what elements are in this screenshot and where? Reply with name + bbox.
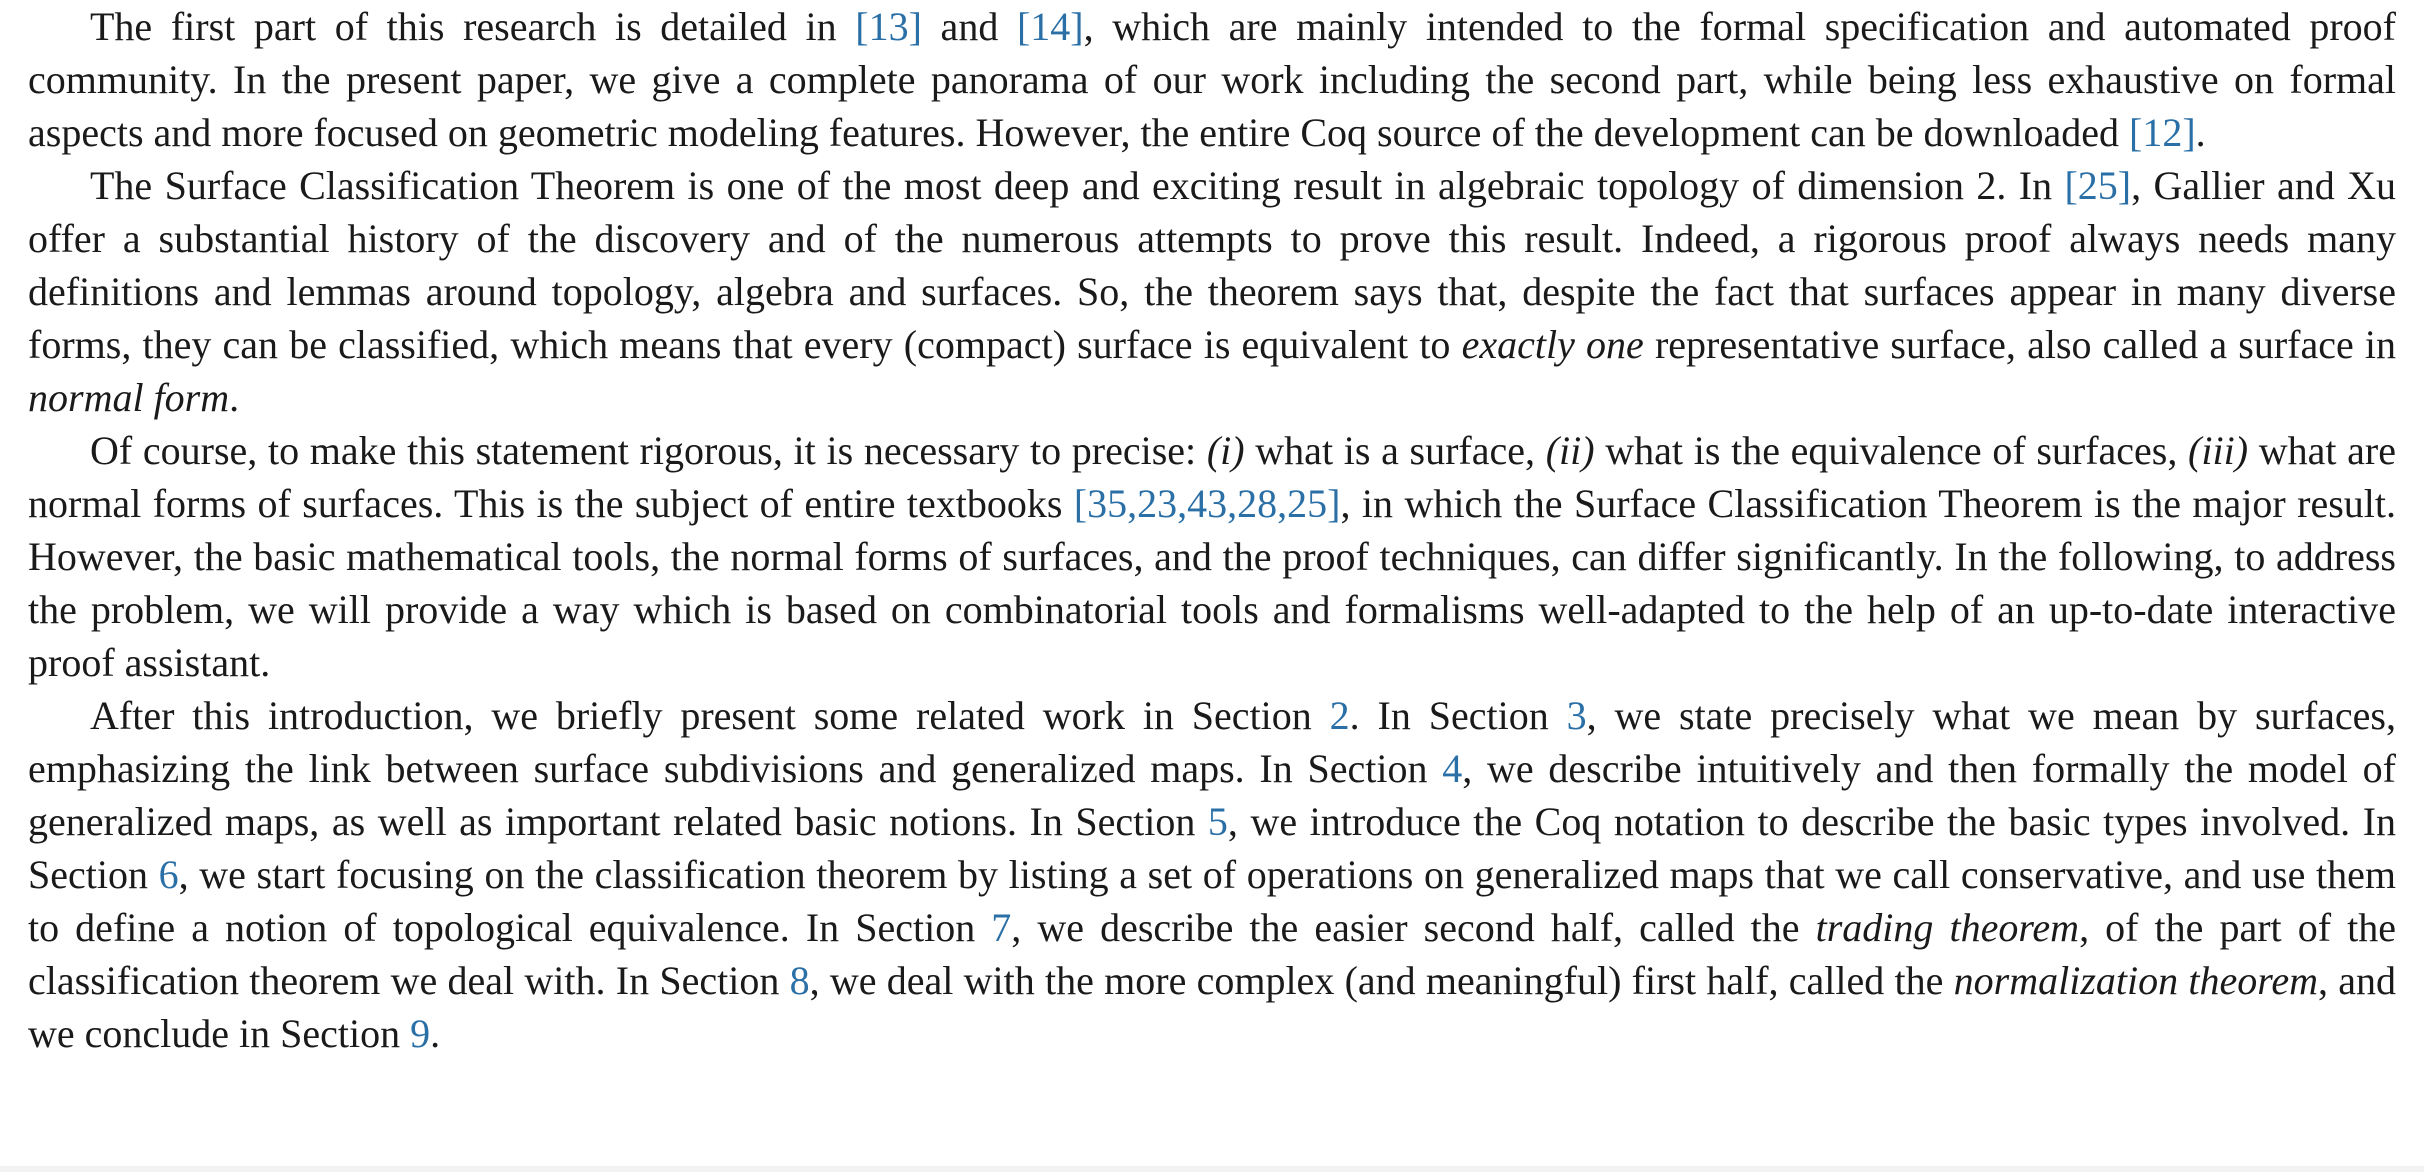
body-text: what are normal forms of surfaces. This is the subject of entire textbooks [28, 428, 2396, 526]
body-text: . [229, 375, 240, 420]
emphasized-text: (ii) [1545, 428, 1595, 473]
emphasized-text: (iii) [2188, 428, 2249, 473]
body-text: After this introduction, we briefly present some related work in Section [90, 693, 1330, 738]
emphasized-text: normal form [28, 375, 230, 420]
article-body [28, 0, 2396, 1060]
section-reference-link[interactable]: 7 [991, 905, 1012, 950]
body-text: , we state precisely what we mean by surfaces, emphasizing the link between surface subdivisions and generalized maps. In Section [28, 693, 2396, 791]
paragraph-2 [28, 159, 2396, 424]
section-reference-link[interactable]: 3 [1566, 693, 1587, 738]
paragraph-3 [28, 424, 2396, 689]
body-text: . [430, 1011, 441, 1056]
section-reference-link[interactable]: 8 [789, 958, 810, 1003]
body-text: , of the part of the classification theorem we deal with. In Section [28, 905, 2396, 1003]
emphasized-text: exactly one [1461, 322, 1644, 367]
body-text: , and we conclude in Section [28, 958, 2397, 1056]
section-reference-link[interactable]: 5 [1207, 799, 1228, 844]
body-text: The Surface Classification Theorem is one of the most deep and exciting result in algebraic topology of dimension 2. In [90, 163, 2065, 208]
body-text: what is the equivalence of surfaces, [1594, 428, 2189, 473]
body-text: Of course, to make this statement rigorous, it is necessary to precise: [90, 428, 1207, 473]
section-reference-link[interactable]: 2 [1329, 693, 1350, 738]
section-reference-link[interactable]: 4 [1442, 746, 1463, 791]
body-text: , we deal with the more complex (and meaningful) first half, called the [809, 958, 1954, 1003]
body-text: , we start focusing on the classification theorem by listing a set of operations on generalized maps that we call conservative, and use them to define a notion of topological equivalence. In Section [28, 852, 2397, 950]
emphasized-text: trading theorem [1815, 905, 2080, 950]
emphasized-text: (i) [1206, 428, 1245, 473]
body-text: representative surface, also called a surface in [1643, 322, 2397, 367]
body-text: The first part of this research is detailed in [90, 4, 856, 49]
emphasized-text: normalization theorem [1953, 958, 2318, 1003]
body-text: . [2195, 110, 2206, 155]
body-text: and [921, 4, 1017, 49]
citation-link[interactable]: [13] [855, 4, 922, 49]
citation-link[interactable]: [35,23,43,28,25] [1073, 481, 1341, 526]
body-text: , in which the Surface Classification Theorem is the major result. However, the basic mathematical tools, the normal forms of surfaces, and the proof techniques, can differ significantly. In the following, to address the problem, we will provide a way which is based on combinatorial tools and formalisms well-adapted to the help of an up-to-date interactive proof assistant. [28, 481, 2396, 685]
citation-link[interactable]: [14] [1016, 4, 1084, 49]
body-text: , Gallier and Xu offer a substantial history of the discovery and of the numerous attempts to prove this result. Indeed, a rigorous proof always needs many definitions and lemmas around topology, algebra and surfaces. So, the theorem says that, despite the fact that surfaces appear in many diverse forms, they can be classified, which means that every (compact) surface is equivalent to [28, 163, 2396, 367]
paragraph-4 [28, 689, 2396, 1060]
body-text: , we introduce the Coq notation to describe the basic types involved. In Section [28, 799, 2397, 897]
body-text: what is a surface, [1244, 428, 1546, 473]
citation-link[interactable]: [25] [2064, 163, 2132, 208]
citation-link[interactable]: [12] [2129, 110, 2196, 155]
section-reference-link[interactable]: 6 [158, 852, 179, 897]
body-text: , which are mainly intended to the formal specification and automated proof community. In the present paper, we give a complete panorama of our work including the second part, while being less exhaustive on formal aspects and more focused on geometric modeling features. However, the entire Coq source of the development can be downloaded [28, 4, 2396, 155]
body-text: . In Section [1349, 693, 1567, 738]
page-bottom-edge [0, 1166, 2424, 1172]
body-text: , we describe intuitively and then formally the model of generalized maps, as well as important related basic notions. In Section [28, 746, 2396, 844]
body-text: , we describe the easier second half, called the [1011, 905, 1816, 950]
paragraph-1 [28, 0, 2396, 159]
section-reference-link[interactable]: 9 [410, 1011, 431, 1056]
